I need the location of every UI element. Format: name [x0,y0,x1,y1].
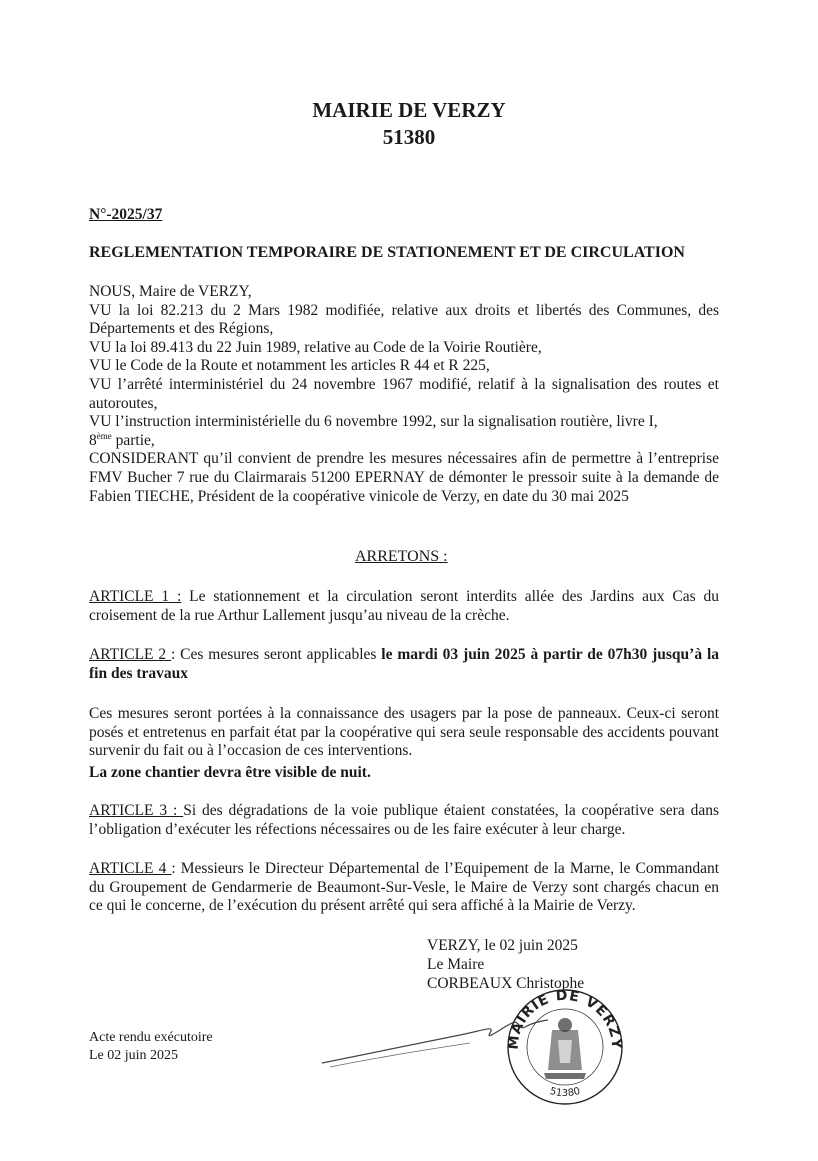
svg-text:51380 [548,1086,581,1099]
preamble-vu-loi-1982: VU la loi 82.213 du 2 Mars 1982 modifiée, relative aux droits et libertés des Communes, des Départements et des Régions, [89,301,719,338]
signature-name: CORBEAUX Christophe [427,975,585,992]
article-4-label: ARTICLE 4 [89,860,172,877]
vu5-num: 8 [89,431,97,449]
article-3 [89,802,719,839]
seal-emblem [544,1018,586,1079]
preamble [89,283,719,506]
article-1 [89,588,719,625]
preamble-intro: NOUS, Maire de VERZY, [89,283,252,300]
preamble-vu-instruction-1992 [89,413,719,450]
footer-date: Le 02 juin 2025 [89,1048,179,1063]
mairie-seal [500,985,630,1105]
article-2-date: le mardi 03 juin 2025 à partir de 07h30 jusqu’à la fin des travaux [89,646,720,682]
vu5-sup: ème [96,430,112,441]
article-3-text: Si des dégradations de la voie publique étaient constatées, la coopérative sera dans l’obligation d’exécuter les réfections nécessaires ou de les faire exécuter à leur charge. [89,802,720,838]
article-4 [89,860,719,916]
article-1-colon: : [176,588,182,605]
article-2-label: ARTICLE 2 [89,646,171,663]
vu5-end: partie, [111,431,155,449]
article-4-text: : Messieurs le Directeur Départemental de l’Equipement de la Marne, le Commandant du Groupement de Gendarmerie de Beaumont-Sur-Vesle, le Maire de Verzy sont chargés chacun en ce qui le concerne, de l’exécution du présent arrêté qui sera affiché à la Mairie de Verzy. [89,860,720,915]
preamble-vu-loi-1989: VU la loi 89.413 du 22 Juin 1989, relative au Code de la Voirie Routière, [89,338,542,356]
signature-place-date: VERZY, le 02 juin 2025 [427,937,578,954]
night-visibility-notice: La zone chantier devra être visible de nuit. [89,764,371,781]
article-2 [89,646,719,683]
vu5-main: VU l’instruction interministérielle du 6 novembre 1992, sur la signalisation routière, livre I, [89,413,658,431]
signature-role: Le Maire [427,956,485,973]
arretons-heading: ARRETONS : [355,548,448,565]
arrete-number: N°-2025/37 [89,206,163,223]
preamble-vu-arrete-1967: VU l’arrêté interministériel du 24 novembre 1967 modifié, relatif à la signalisation des routes et autoroutes, [89,375,719,412]
preamble-considerant: CONSIDERANT qu’il convient de prendre les mesures nécessaires afin de permettre à l’entreprise FMV Bucher 7 rue du Clairmarais 51200 EPERNAY de démonter le pressoir suite à la demande de Fabien TIECHE, Président de la coopérative vinicole de Verzy, en date du 30 mai 2025 [89,450,719,505]
article-1-label: ARTICLE 1 [89,588,177,605]
article-2-text: : Ces mesures seront applicables [171,646,382,663]
article-1-text: Le stationnement et la circulation seront interdits allée des Jardins aux Cas du croisement de la rue Arthur Lallement jusqu’au niveau de la crèche. [89,588,719,624]
footer-executoire: Acte rendu exécutoire [89,1030,213,1045]
mairie-title: MAIRIE DE VERZY [312,98,506,122]
article-3-label: ARTICLE 3 : [89,802,184,819]
seal-postcode: 51380 [548,1085,582,1100]
vu5-part [89,432,719,451]
arrete-subject: REGLEMENTATION TEMPORAIRE DE STATIONEMENT ET DE CIRCULATION [89,244,685,261]
mairie-postcode: 51380 [382,125,436,149]
measures-paragraph: Ces mesures seront portées à la connaissance des usagers par la pose de panneaux. Ceux-ci seront posés et entretenus en parfait état par la coopérative qui sera seule responsable des accidents pouvant survenir du fait ou à l’occasion de ces interventions. [89,705,719,760]
seal-top-text: MAIRIE DE VERZY [505,987,625,1051]
preamble-vu-code-route: VU le Code de la Route et notamment les articles R 44 et R 225, [89,357,490,375]
